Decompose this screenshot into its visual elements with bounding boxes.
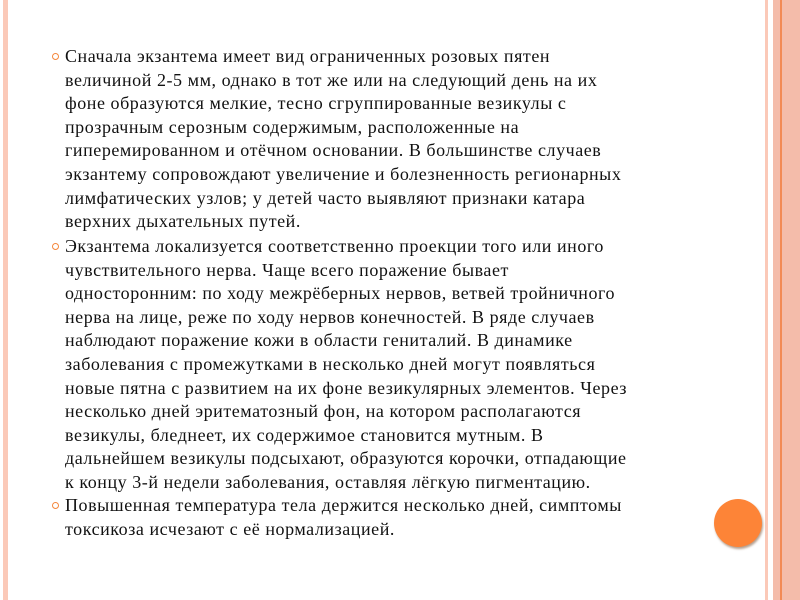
right-decorative-thin-stripe — [765, 0, 768, 600]
text-line: к концу 3-й недели заболевания, оставляя лёгкую пигментацию. — [65, 471, 591, 492]
text-line: лимфатических узлов; у детей часто выявляют признаки катара — [65, 187, 586, 208]
right-decorative-band — [773, 0, 800, 600]
text-line: токсикоза исчезают с её нормализацией. — [65, 518, 395, 539]
text-line: везикулы, бледнеет, их содержимое становится мутным. В — [65, 424, 544, 445]
left-decorative-stripe — [3, 0, 8, 600]
text-line: Повышенная температура тела держится несколько дней, симптомы — [65, 495, 622, 515]
text-line: нерва на лице, реже по ходу нервов конечностей. В ряде случаев — [65, 306, 595, 327]
text-line: фоне образуются мелкие, тесно сгруппированные везикулы с — [65, 93, 567, 114]
text-line: Сначала экзантема имеет вид ограниченных розовых пятен — [65, 46, 551, 66]
text-line: дальнейшем везикулы подсыхают, образуются корочки, отпадающие — [65, 448, 627, 469]
bullet-circle-icon — [52, 53, 59, 60]
right-decorative-line — [780, 0, 782, 600]
text-line: прозрачным серозным содержимым, расположенные на — [65, 116, 520, 137]
text-line: чувствительного нерва. Чаще всего поражение бывает — [65, 259, 509, 280]
text-line: несколько дней эритематозный фон, на котором располагаются — [65, 401, 582, 422]
text-line: новые пятна с развитием на их фоне везикулярных элементов. Через — [65, 377, 628, 398]
bullet-paragraph-2 — [65, 235, 627, 495]
text-line: верхних дыхательных путей. — [65, 211, 301, 232]
text-line: наблюдают поражение кожи в области гениталий. В динамике — [65, 330, 573, 351]
text-line: гиперемированном и отёчном основании. В большинстве случаев — [65, 140, 602, 161]
text-line: величиной 2-5 мм, однако в тот же или на следующий день на их — [65, 69, 598, 90]
text-line: односторонним: по ходу межрёберных нервов, ветвей тройничного — [65, 283, 616, 304]
orange-circle-decoration — [714, 499, 762, 547]
bullet-paragraph-3 — [65, 494, 622, 541]
bullet-circle-icon — [52, 243, 59, 250]
text-line: заболевания с промежутками в несколько дней могут появляться — [65, 353, 596, 374]
text-line: экзантему сопровождают увеличение и болезненность регионарных — [65, 163, 622, 184]
bullet-paragraph-1 — [65, 45, 621, 234]
text-line: Экзантема локализуется соответственно проекции того или иного — [65, 236, 604, 256]
bullet-circle-icon — [52, 502, 59, 509]
